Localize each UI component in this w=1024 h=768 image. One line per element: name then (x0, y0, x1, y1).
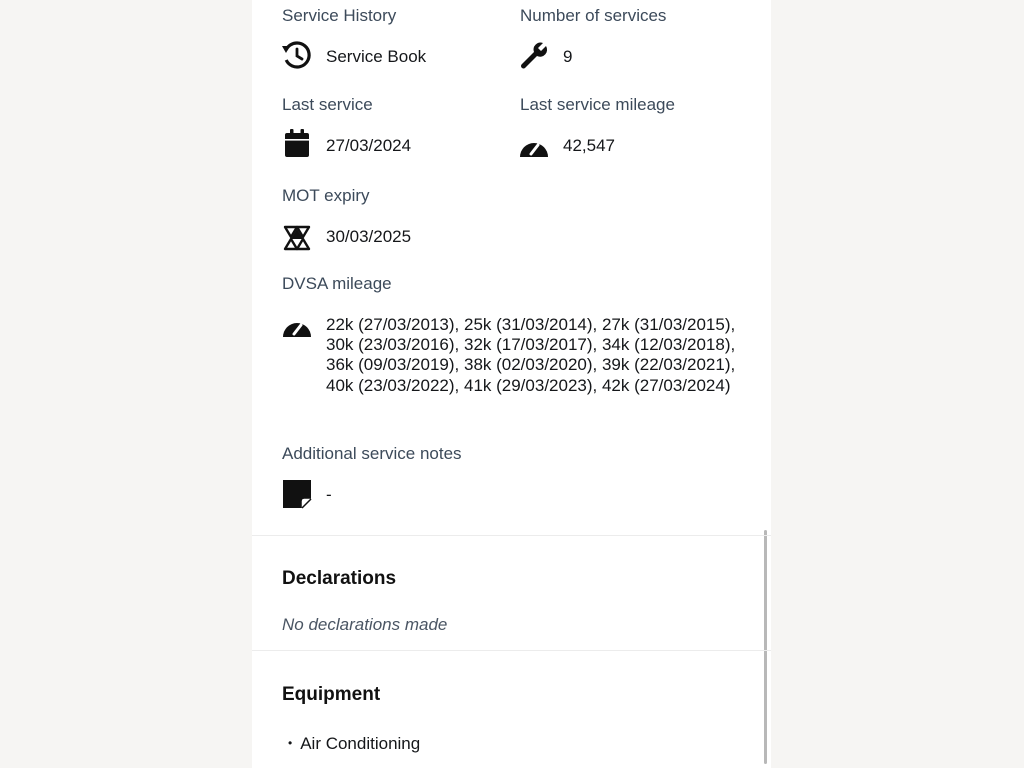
section-divider (252, 535, 771, 536)
additional-notes-value: - (326, 485, 332, 504)
mot-triangles-icon (282, 221, 312, 251)
mot-expiry-value: 30/03/2025 (326, 227, 412, 246)
number-of-services-value: 9 (563, 47, 573, 66)
bullet-icon: • (288, 736, 293, 750)
equipment-title: Equipment (282, 684, 381, 705)
equipment-item-label: Air Conditioning (300, 734, 421, 753)
sticky-note-icon (282, 479, 312, 509)
last-service-mileage-label: Last service mileage (520, 95, 675, 114)
vertical-scrollbar[interactable] (764, 530, 767, 764)
mot-expiry-label: MOT expiry (282, 186, 370, 205)
calendar-icon (282, 128, 312, 158)
additional-notes-label: Additional service notes (282, 444, 462, 463)
service-history-label: Service History (282, 6, 397, 25)
last-service-value: 27/03/2024 (326, 136, 412, 155)
speedometer-icon (519, 130, 549, 160)
history-icon (282, 40, 312, 70)
service-history-value: Service Book (326, 47, 427, 66)
speedometer-icon (282, 310, 312, 340)
number-of-services-label: Number of services (520, 6, 667, 25)
last-service-mileage-value: 42,547 (563, 136, 615, 155)
equipment-list-item (288, 734, 420, 754)
wrench-icon (519, 40, 549, 70)
dvsa-mileage-history: 22k (27/03/2013), 25k (31/03/2014), 27k (31/03/2015), 30k (23/03/2016), 32k (17/03/2017), 34k (12/03/2018), 36k (09/03/2019), 38k (02/03/2020), 39k (22/03/2021), 40k (23/03/2022), 41k (29/03/2023), 42k (27/03/2024) (326, 315, 736, 395)
declarations-title: Declarations (282, 568, 397, 589)
declarations-empty-text: No declarations made (282, 615, 448, 634)
section-divider (252, 650, 771, 651)
dvsa-mileage-label: DVSA mileage (282, 274, 392, 293)
last-service-label: Last service (282, 95, 373, 114)
